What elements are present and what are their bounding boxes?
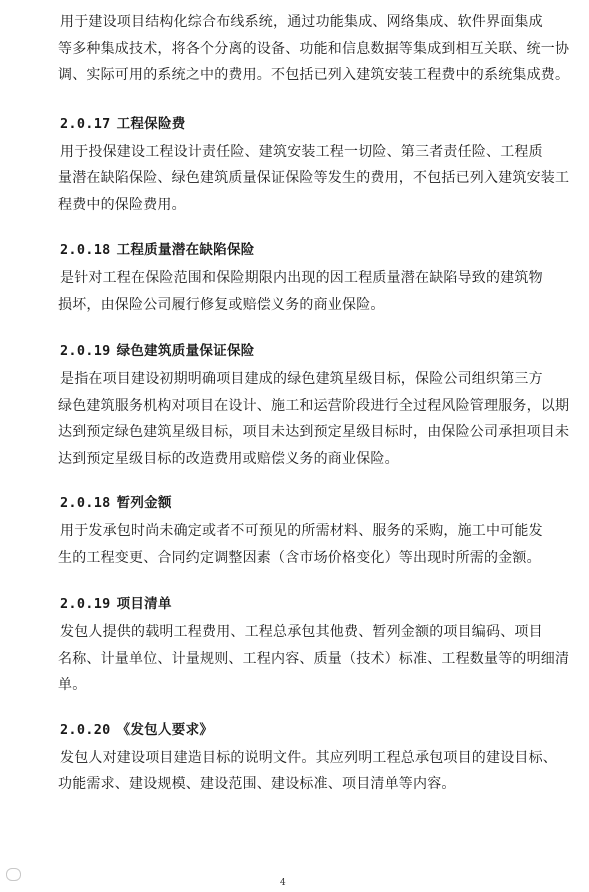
- section-heading: [58, 340, 558, 362]
- section-paragraph: [58, 139, 570, 219]
- section-heading: [58, 239, 558, 261]
- page-number: 4: [280, 878, 286, 888]
- section-heading: [58, 719, 558, 741]
- section-2-0-19-item-list: [58, 593, 570, 699]
- section-title: 绿色建筑质量保证保险: [116, 343, 255, 359]
- document-content: [58, 9, 570, 798]
- section-paragraph: [58, 745, 558, 798]
- section-2-0-20: [58, 719, 558, 798]
- paragraph-line: 用于建设项目结构化综合布线系统，通过功能集成、网络集成、软件界面集成: [60, 14, 543, 30]
- paragraph-line: 绿色建筑服务机构对项目在设计、施工和运营阶段进行全过程风险管理服务，以期: [58, 397, 570, 414]
- section-title: 《发包人要求》: [116, 721, 214, 738]
- paragraph-line: 发包人提供的载明工程费用、工程总承包其他费、暂列金额的项目编码、项目: [60, 624, 543, 640]
- section-title: 工程质量潜在缺陷保险: [116, 242, 255, 258]
- paragraph-line: 达到预定星级目标的改造费用或赔偿义务的商业保险。: [58, 450, 399, 467]
- section-paragraph: [58, 366, 570, 472]
- intro-paragraph: [58, 9, 570, 89]
- section-paragraph: [58, 518, 558, 571]
- paragraph-line: 程费中的保险费用。: [58, 196, 186, 213]
- paragraph-line: 发包人对建设项目建造目标的说明文件。其应列明工程总承包项目的建设目标、: [60, 749, 557, 766]
- paragraph-line: 达到预定绿色建筑星级目标，项目未达到预定星级目标时，由保险公司承担项目未: [58, 424, 570, 440]
- section-number: 2.0.18: [60, 495, 111, 511]
- paragraph-line: 量潜在缺陷保险、绿色建筑质量保证保险等发生的费用，不包括已列入建筑安装工: [58, 170, 570, 186]
- watermark: [6, 868, 21, 881]
- section-2-0-18: [58, 239, 558, 318]
- watermark-logo-icon: [6, 868, 21, 881]
- paragraph-line: 调、实际可用的系统之中的费用。不包括已列入建筑安装工程费中的系统集成费。: [58, 67, 570, 83]
- section-paragraph: [58, 265, 558, 318]
- section-2-0-17: [58, 113, 570, 219]
- section-number: 2.0.19: [60, 343, 111, 359]
- section-heading: [58, 113, 558, 135]
- section-title: 项目清单: [116, 596, 172, 612]
- paragraph-line: 用于投保建设工程设计责任险、建筑安装工程一切险、第三者责任险、工程质: [60, 143, 543, 160]
- section-number: 2.0.19: [60, 596, 111, 612]
- section-heading: [58, 593, 558, 615]
- section-number: 2.0.20: [60, 721, 111, 738]
- paragraph-line: 是指在项目建设初期明确项目建成的绿色建筑星级目标，保险公司组织第三方: [60, 371, 543, 387]
- paragraph-line: 生的工程变更、合同约定调整因素（含市场价格变化）等出现时所需的金额。: [58, 549, 541, 566]
- paragraph-line: 是针对工程在保险范围和保险期限内出现的因工程质量潜在缺陷导致的建筑物: [60, 270, 543, 286]
- section-2-0-18-provisional-sum: [58, 492, 558, 571]
- section-number: 2.0.17: [60, 115, 111, 132]
- section-number: 2.0.18: [60, 242, 111, 258]
- section-2-0-19: [58, 340, 570, 472]
- paragraph-line: 用于发承包时尚未确定或者不可预见的所需材料、服务的采购，施工中可能发: [60, 523, 543, 539]
- section-title: 工程保险费: [116, 115, 186, 132]
- paragraph-line: 名称、计量单位、计量规则、工程内容、质量（技术）标准、工程数量等的明细清: [58, 650, 570, 667]
- section-title: 暂列金额: [116, 495, 172, 511]
- section-paragraph: [58, 619, 570, 699]
- paragraph-line: 损坏，由保险公司履行修复或赔偿义务的商业保险。: [58, 296, 385, 313]
- paragraph-line: 单。: [58, 677, 87, 693]
- section-heading: [58, 492, 558, 514]
- paragraph-line: 功能需求、建设规模、建设范围、建设标准、项目清单等内容。: [58, 776, 456, 792]
- paragraph-line: 等多种集成技术，将各个分离的设备、功能和信息数据等集成到相互关联、统一协: [58, 40, 570, 57]
